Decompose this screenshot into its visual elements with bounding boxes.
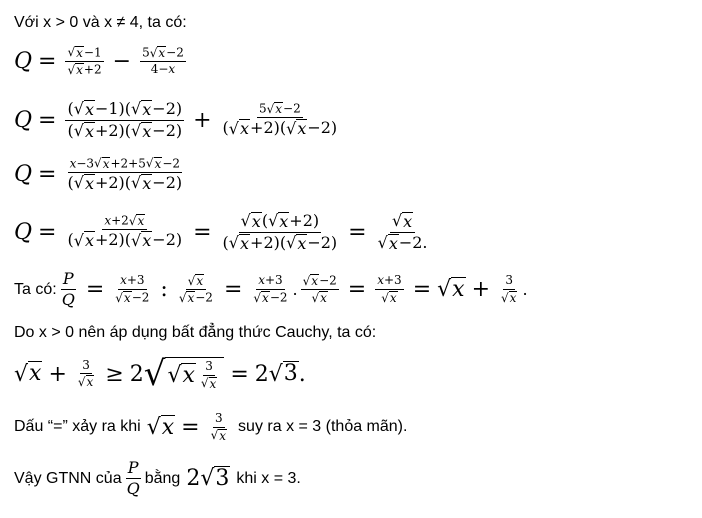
plus-sign: + — [193, 107, 212, 133]
plus-sign: + — [48, 361, 67, 387]
equals-sign: = — [38, 162, 57, 188]
period: . — [522, 280, 528, 300]
cauchy-line — [14, 354, 306, 394]
intro-text — [14, 14, 187, 32]
dot-sign: . — [292, 280, 298, 300]
p-over-q: $\frac{P}{Q}$ — [126, 458, 140, 499]
fraction-8: √ x √ x −2. — [377, 211, 428, 253]
fraction-16: 3 √ x — [210, 411, 227, 443]
intro-label: Với x > 0 và x ≠ 4, ta có: — [14, 14, 187, 31]
q-symbol: Q — [14, 162, 33, 188]
coef-two: 2 — [186, 466, 201, 492]
conclusion-mid-text: bằng — [144, 469, 181, 487]
equals-sign: = — [193, 219, 212, 245]
fraction-7: √ x ( √ x +2) ( √ x +2)( √ x −2) — [222, 211, 338, 253]
sqrt-three: √ 3 — [268, 361, 298, 387]
equals-sign: = — [85, 277, 105, 303]
equality-tail-text: suy ra x = 3 (thỏa mãn). — [238, 418, 408, 436]
equals-sign: = — [223, 277, 243, 303]
big-sqrt: √ √ x 3 √ x — [144, 357, 225, 391]
sqrt-x: √ x — [146, 414, 175, 441]
fraction-6: x+2 √ x ( √ x +2)( √ x −2) — [67, 213, 183, 251]
equals-sign: = — [38, 107, 57, 133]
result-two: 2 — [254, 361, 269, 387]
conclusion-lead-text: Vậy GTNN của — [14, 469, 122, 487]
fraction-11: x+3 √ x −2 — [253, 273, 288, 306]
q-symbol: Q — [14, 219, 33, 245]
equality-line — [14, 412, 407, 443]
fraction-9: x+3 √ x −2 — [115, 273, 150, 306]
colon-sign: : — [160, 277, 168, 303]
equals-sign: = — [348, 219, 367, 245]
fraction-10: √ x √ x −2 — [178, 273, 213, 306]
equals-sign: = — [38, 219, 57, 245]
fraction-12: √ x −2 √ x — [302, 273, 337, 306]
fraction-14: 3 √ x — [501, 273, 517, 306]
minus-sign: − — [112, 49, 132, 75]
equation-line-1 — [14, 46, 189, 77]
q-symbol: Q — [14, 49, 33, 75]
conclusion-tail-text: khi x = 3. — [236, 469, 301, 487]
fraction-1: √ x −1 √ x +2 — [67, 45, 102, 78]
ratio-lead-text: Ta có: — [14, 280, 57, 298]
sqrt-three: √ 3 — [200, 466, 230, 492]
fraction-4: 5 √ x −2 ( √ x +2)( √ x −2) — [222, 101, 338, 139]
fraction-2: 5 √ x −2 4−x — [142, 45, 184, 77]
period: . — [298, 361, 306, 387]
equals-sign: = — [230, 361, 249, 387]
equals-sign: = — [412, 277, 432, 303]
geq-sign: ≥ — [105, 361, 124, 387]
cauchy-intro-text: Do x > 0 nên áp dụng bất đẳng thức Cauchy, ta có: — [14, 324, 377, 341]
fraction-15: 3 √ x — [77, 357, 94, 390]
equation-line-3 — [14, 157, 187, 193]
sqrt-x: √ x — [437, 277, 465, 303]
coef-two: 2 — [129, 361, 144, 387]
fraction-5: x−3 √ x +2+5 √ x −2 ( √ x +2)( √ x −2) — [67, 156, 183, 194]
plus-sign: + — [471, 277, 491, 303]
equals-sign: = — [38, 49, 57, 75]
conclusion-line — [14, 459, 301, 499]
p-over-q: $\frac{P}{Q}$ — [61, 269, 75, 310]
equation-line-2 — [14, 100, 342, 140]
ratio-line — [14, 270, 528, 310]
equation-line-4 — [14, 212, 433, 252]
sqrt-x: √ x — [14, 361, 42, 387]
equals-sign: = — [347, 277, 367, 303]
equality-lead-text: Dấu “=” xảy ra khi — [14, 418, 141, 436]
fraction-3: ( √ x −1)( √ x −2) ( √ x +2)( √ x −2) — [67, 99, 183, 141]
fraction-13: x+3 √ x — [377, 273, 402, 306]
cauchy-intro — [14, 324, 376, 342]
q-symbol: Q — [14, 107, 33, 133]
equals-sign: = — [181, 414, 200, 440]
